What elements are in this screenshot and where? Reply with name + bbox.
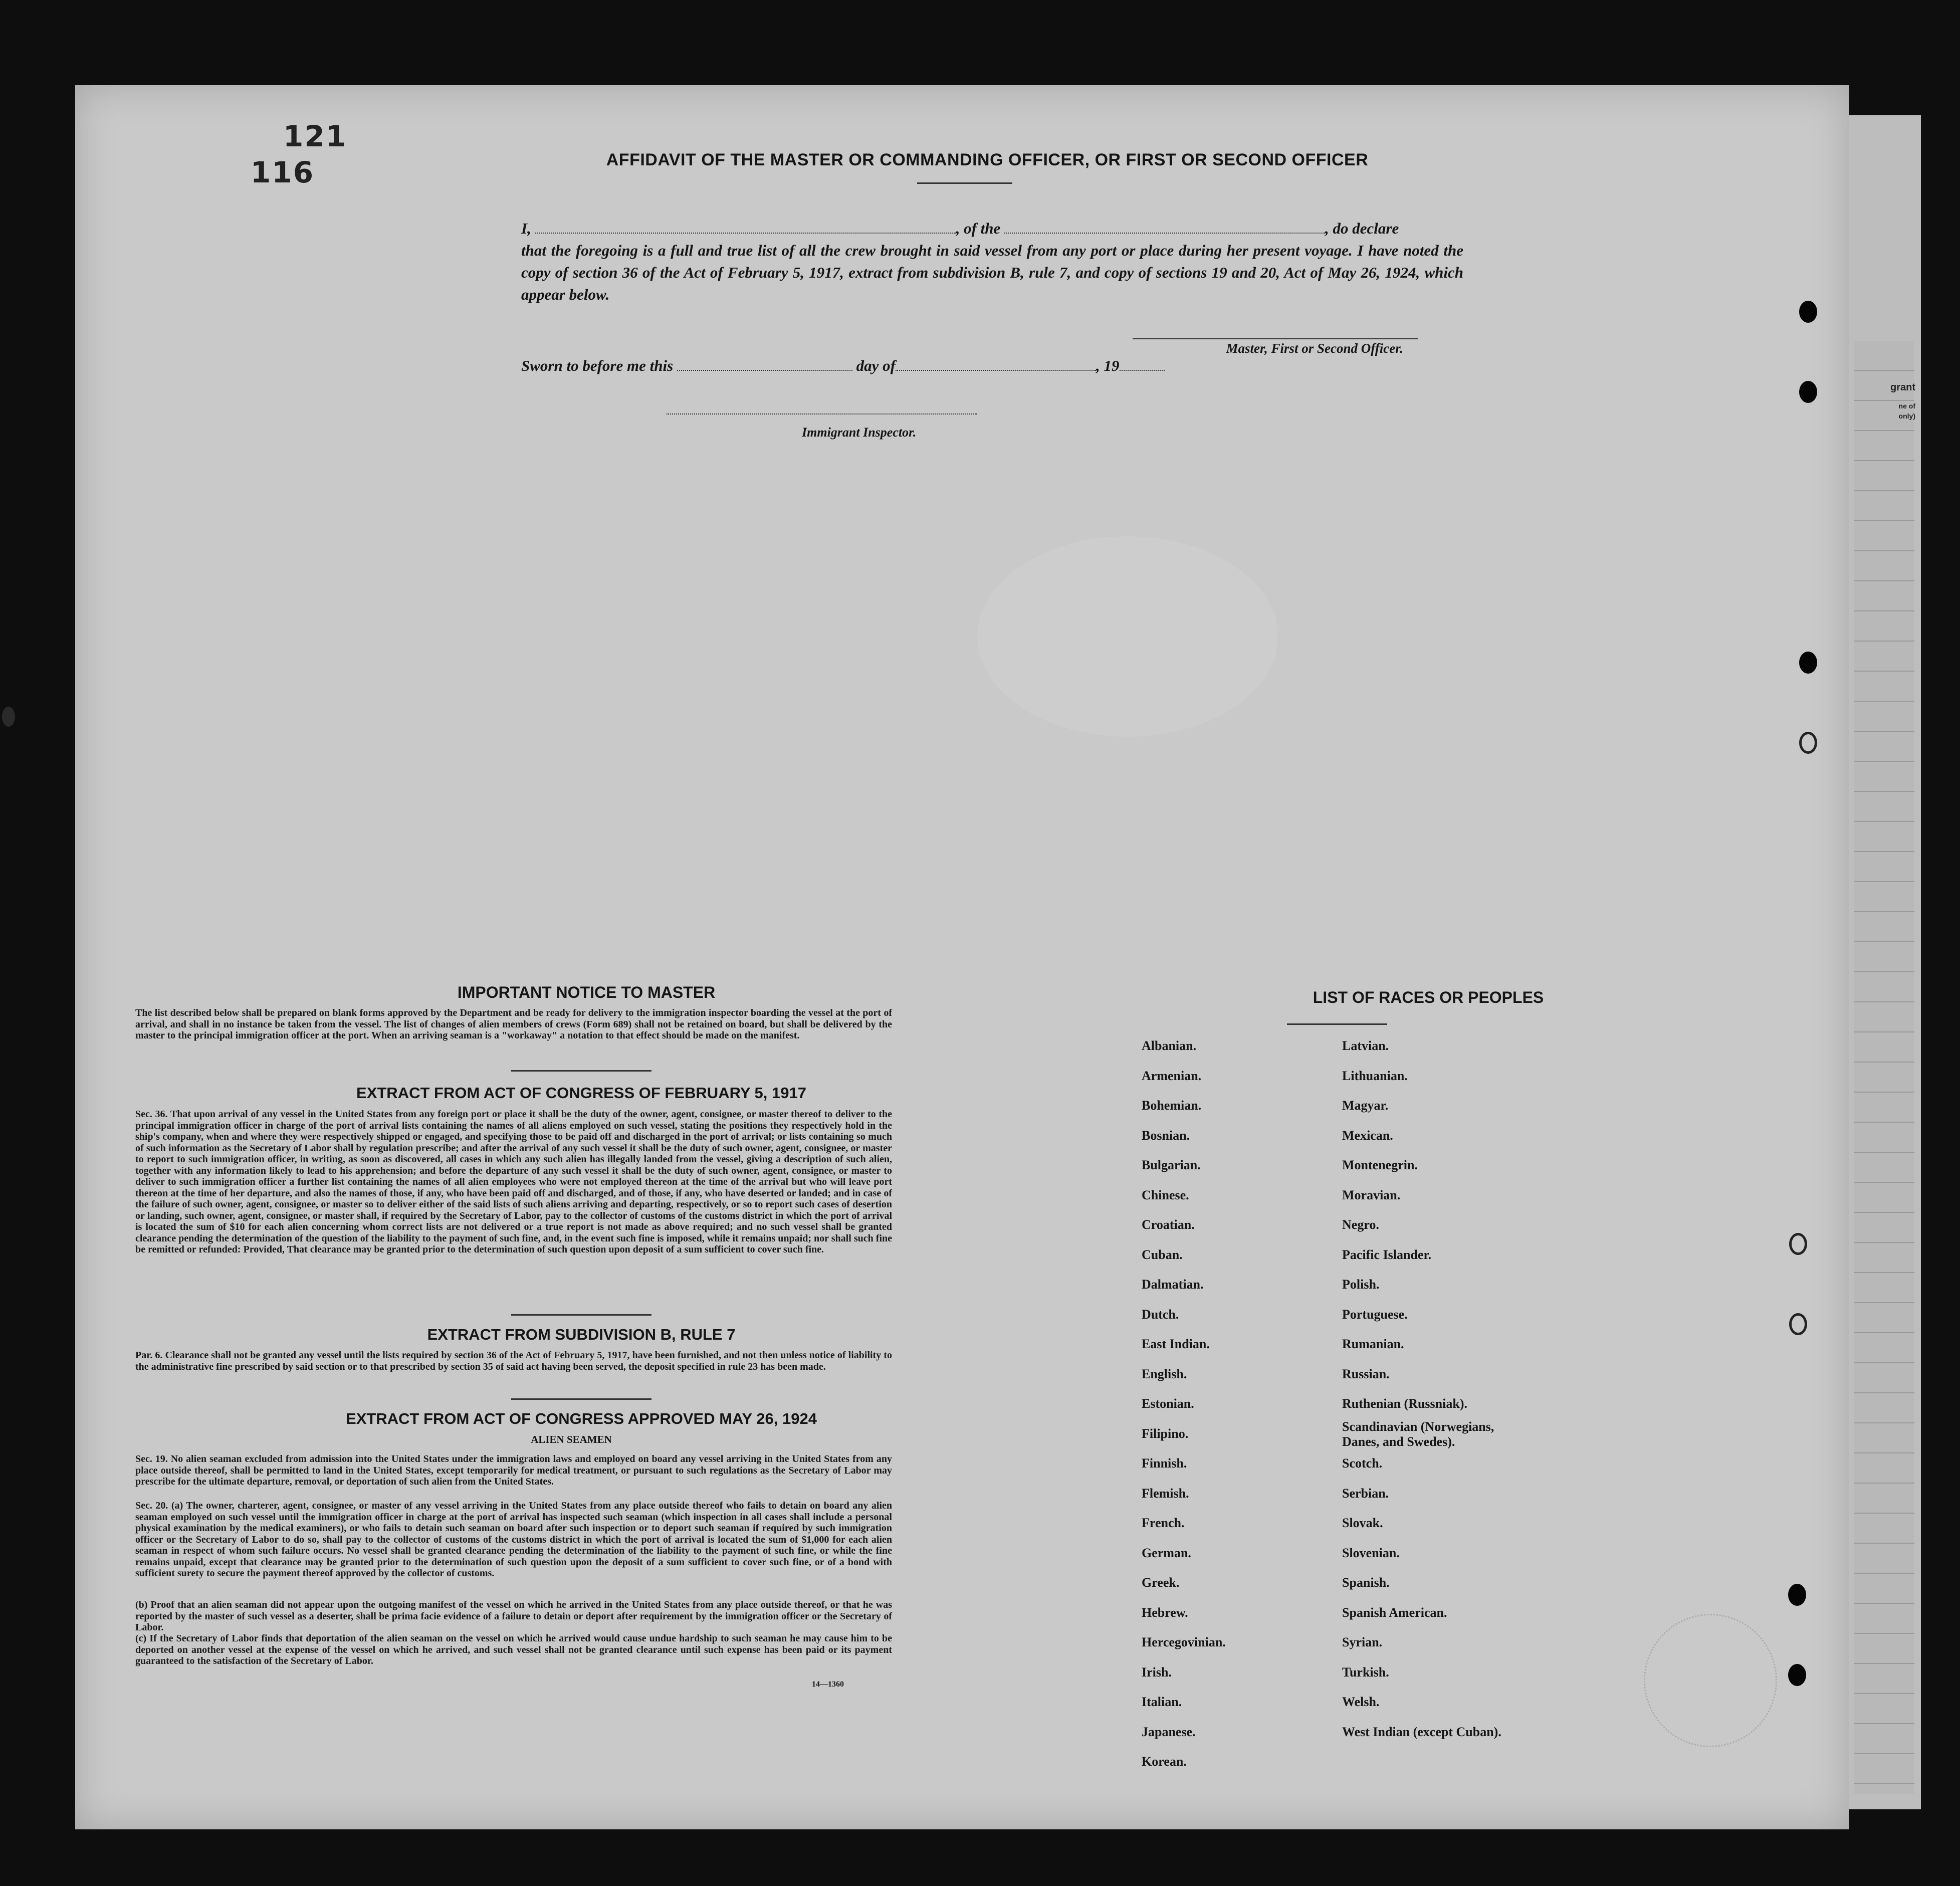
race-item: Russian. (1342, 1366, 1390, 1381)
race-item: Serbian. (1342, 1486, 1389, 1501)
race-item: Croatian. (1142, 1217, 1195, 1232)
race-item: Portuguese. (1342, 1307, 1408, 1322)
punch-hole (1788, 1664, 1806, 1686)
sworn-day-of: day of (856, 357, 896, 374)
race-item: Chinese. (1142, 1187, 1189, 1202)
race-item: Moravian. (1342, 1187, 1401, 1202)
extract-1917-body: Sec. 36. That upon arrival of any vessel in the United States from any foreign port or place it shall be the duty of the owner, agent, consignee, or master thereof to deliver to the principal immigration officer in charge of the port of arrival lists containing the names of all aliens employed on such vessel, stating the positions they respectively hold in the ship's company, when and where they were respectively shipped or engaged, and specifying those to be paid off and discharged in the port of arrival; or lists containing so much of such information as the Secretary of Labor shall by regulation prescribe; and after the arrival of any such vessel it shall be the duty of such owner, agent, consignee, or master to report to such immigration officer, in writing, as soon as discovered, all cases in which any such alien has illegally landed from the vessel, giving a description of such alien, together with any information likely to lead to his apprehension; and before the departure of any such vessel it shall be the duty of such owner, agent, consignee, or master to deliver to such immigration officer a further list containing the names of all alien employees who were not employed thereon at the time of the arrival but who will leave port thereon at the time of her departure, and also the names of those, if any, who have been paid off and discharged, and of those, if any, who have deserted or landed; and in case of the failure of such owner, agent, consignee, or master so to deliver either of the said lists of such aliens arriving and departing, respectively, or so to report such cases of desertion or landing, such owner, agent, consignee, or master shall, if required by the Secretary of Labor, pay to the collector of customs of the customs district in which the port of arrival is located the sum of $10 for each alien concerning whom correct lists are not delivered or a true report is not made as above required; and no such vessel shall be granted clearance pending the determination of the question of the liability to the payment of such fine, and, in the event such fine is imposed, while it remains unpaid; nor shall such fine be remitted or refunded: Provided, That clearance may be granted prior to the determination of such question upon deposit of a sum sufficient to cover such fine. (135, 1109, 892, 1255)
back-sheet-ruled-strip (1854, 341, 1914, 1794)
binder-hole-left (2, 707, 15, 727)
race-item: Slovak. (1342, 1516, 1383, 1530)
signature-label: Master, First or Second Officer. (1226, 341, 1403, 356)
section-20a-text: Sec. 20. (a) The owner, charterer, agent, consignee, or master of any vessel arriving in the United States from any place outside thereof who fails to detain on board any alien seaman employed on such vessel until the immigration officer in charge at the port of arrival has inspected such seaman (which inspection in all cases shall include a personal physical examination by the medical examiners), or who fails to detain such seaman on board after such inspection or to deport such seaman if required by such immigration officer or the Secretary of Labor to do so, shall pay to the collector of customs of the customs district in which the port of arrival is located the sum of $1,000 for each alien seaman in respect of whom such failure occurs. No vessel shall be granted clearance pending the determination of the liability to the payment of such fine, or while the fine remains unpaid, except that clearance may be granted prior to the determination of such question upon the deposit of a sum sufficient to cover such fine, or of a bond with sufficient surety to secure the payment thereof approved by the collector of customs. (135, 1500, 892, 1579)
page-number-upper: 121 (283, 119, 347, 153)
race-item: Bulgarian. (1142, 1158, 1201, 1172)
race-item: Spanish American. (1342, 1605, 1447, 1620)
extract-1917-title: EXTRACT FROM ACT OF CONGRESS OF FEBRUARY 5, 1917 (356, 1084, 806, 1102)
faded-stamp (1644, 1614, 1777, 1747)
alien-seamen-heading: ALIEN SEAMEN (531, 1433, 612, 1445)
punch-hole (1799, 732, 1817, 754)
race-item: German. (1142, 1545, 1191, 1560)
race-item: Irish. (1142, 1664, 1172, 1680)
extract-1924-title: EXTRACT FROM ACT OF CONGRESS APPROVED MAY 26, 1924 (346, 1410, 817, 1427)
section-divider (511, 1070, 651, 1072)
race-item: Rumanian. (1342, 1337, 1404, 1351)
race-item: Slovenian. (1342, 1545, 1400, 1560)
sworn-month-blank[interactable] (896, 357, 1096, 371)
race-item: Armenian. (1142, 1068, 1202, 1083)
race-item: Filipino. (1142, 1426, 1189, 1441)
back-sheet-text: grant ne of only) (1890, 382, 1915, 420)
race-item: Finnish. (1142, 1456, 1187, 1471)
race-item: English. (1142, 1366, 1187, 1381)
race-item: Scotch. (1342, 1456, 1383, 1471)
paper-smudge (977, 536, 1278, 737)
punch-hole (1789, 1233, 1807, 1255)
races-title: LIST OF RACES OR PEOPLES (1313, 988, 1544, 1006)
section-19-text: Sec. 19. No alien seaman excluded from admission into the United States under the immigration laws and employed on board any vessel arriving in the United States from any place outside thereof, shall be permitted to land in the United States, except temporarily for medical treatment, or pursuant to such regulations as the Secretary of Labor may prescribe for the ultimate departure, removal, or deportation of such alien from the United States. (135, 1453, 892, 1487)
notice-body: The list described below shall be prepared on blank forms approved by the Department and be ready for delivery to the immigration inspector boarding the vessel at the port of arrival, and shall in no instance be taken from the vessel. The list of changes of alien members of crews (Form 689) shall not be retained on board, but shall be delivered by the master to the principal immigration officer at the port. When an arriving seaman is a "workaway" a notation to that effect should be made on the manifest. (135, 1007, 892, 1041)
race-item: Estonian. (1142, 1396, 1194, 1411)
sworn-prefix: Sworn to before me this (521, 357, 674, 374)
punch-hole (1799, 381, 1817, 403)
race-item: Latvian. (1342, 1038, 1389, 1053)
race-item: Polish. (1342, 1277, 1380, 1292)
race-item: Ruthenian (Russniak). (1342, 1396, 1467, 1411)
race-item: Turkish. (1342, 1664, 1389, 1680)
affidavit-of-the: , of the (956, 220, 1001, 237)
race-item: Dutch. (1142, 1307, 1179, 1322)
race-item: Hercegovinian. (1142, 1635, 1226, 1649)
race-item: Italian. (1142, 1695, 1182, 1709)
sworn-year-blank[interactable] (1120, 357, 1165, 371)
master-name-blank[interactable] (535, 220, 956, 234)
signature-line[interactable] (1133, 338, 1418, 339)
race-item: Flemish. (1142, 1486, 1189, 1501)
section-20b-text: (b) Proof that an alien seaman did not appear upon the outgoing manifest of the vessel on which he arrived in the United States from any place outside thereof, or that he was reported by the master of such vessel as a deserter, shall be prima facie evidence of a failure to detain or deport after requirement by the immigration officer or the Secretary of Labor. (135, 1599, 892, 1633)
race-item: Pacific Islander. (1342, 1247, 1432, 1262)
punch-hole (1799, 301, 1817, 323)
page-number-lower: 116 (251, 155, 315, 189)
punch-hole (1789, 1313, 1807, 1335)
affidavit-prefix: I, (521, 220, 531, 237)
sworn-day-blank[interactable] (677, 357, 852, 371)
race-item: Hebrew. (1142, 1605, 1188, 1620)
sworn-year: , 19 (1096, 357, 1120, 374)
race-item: Mexican. (1342, 1128, 1393, 1143)
race-item: Bohemian. (1142, 1098, 1202, 1113)
inspector-signature-line[interactable] (667, 413, 977, 414)
race-item: Scandinavian (Norwegians, Danes, and Swedes). (1342, 1419, 1494, 1449)
races-underline (1287, 1023, 1387, 1025)
notice-title: IMPORTANT NOTICE TO MASTER (457, 983, 716, 1001)
affidavit-declaration-text: that the foregoing is a full and true list of all the crew brought in said vessel from any port or place during her present voyage. I have noted the copy of section 36 of the Act of February 5, 1917, extract from subdivision B, rule 7, and copy of sections 19 and 20, Act of May 26, 1924, which appear below. (521, 242, 1463, 303)
race-item: Lithuanian. (1342, 1068, 1408, 1083)
race-item: East Indian. (1142, 1337, 1210, 1351)
race-item: Korean. (1142, 1754, 1187, 1769)
title-underline (917, 182, 1012, 184)
section-divider (511, 1398, 651, 1400)
race-item: Negro. (1342, 1217, 1379, 1232)
race-item: Syrian. (1342, 1635, 1383, 1649)
punch-hole (1799, 652, 1817, 674)
race-item: Welsh. (1342, 1695, 1380, 1709)
race-item: Albanian. (1142, 1038, 1197, 1053)
race-item: French. (1142, 1516, 1185, 1530)
race-item: Japanese. (1142, 1724, 1196, 1739)
race-item: Montenegrin. (1342, 1158, 1418, 1172)
sworn-statement (521, 357, 1223, 375)
race-item: Cuban. (1142, 1247, 1183, 1262)
race-item: Bosnian. (1142, 1128, 1190, 1143)
vessel-name-blank[interactable] (1004, 220, 1325, 234)
race-item: Dalmatian. (1142, 1277, 1204, 1292)
inspector-label: Immigrant Inspector. (802, 425, 917, 440)
race-item: Spanish. (1342, 1575, 1390, 1590)
affidavit-declare: , do declare (1325, 220, 1399, 237)
affidavit-title: AFFIDAVIT OF THE MASTER OR COMMANDING OFFICER, OR FIRST OR SECOND OFFICER (606, 150, 1369, 169)
section-divider (511, 1314, 651, 1316)
race-item: Greek. (1142, 1575, 1180, 1590)
form-number: 14—1360 (812, 1680, 844, 1689)
extract-rule7-title: EXTRACT FROM SUBDIVISION B, RULE 7 (427, 1326, 736, 1343)
race-item: Magyar. (1342, 1098, 1389, 1113)
affidavit-body (521, 218, 1463, 306)
extract-rule7-body: Par. 6. Clearance shall not be granted any vessel until the lists required by section 36 of the Act of February 5, 1917, have been furnished, and not then unless notice of liability to the administrative fine prescribed by said section or to that prescribed by section 35 of said act having been served, the deposit specified in rule 23 has been made. (135, 1350, 892, 1372)
race-item: West Indian (except Cuban). (1342, 1724, 1501, 1739)
punch-hole (1788, 1584, 1806, 1606)
section-20c-text: (c) If the Secretary of Labor finds that deportation of the alien seaman on the vessel on which he arrived would cause undue hardship to such seaman he may cause him to be deported on another vessel at the expense of the vessel on which he arrived, and such vessel shall not be granted clearance until such expense has been paid or its payment guaranteed to the satisfaction of the Secretary of Labor. (135, 1633, 892, 1666)
